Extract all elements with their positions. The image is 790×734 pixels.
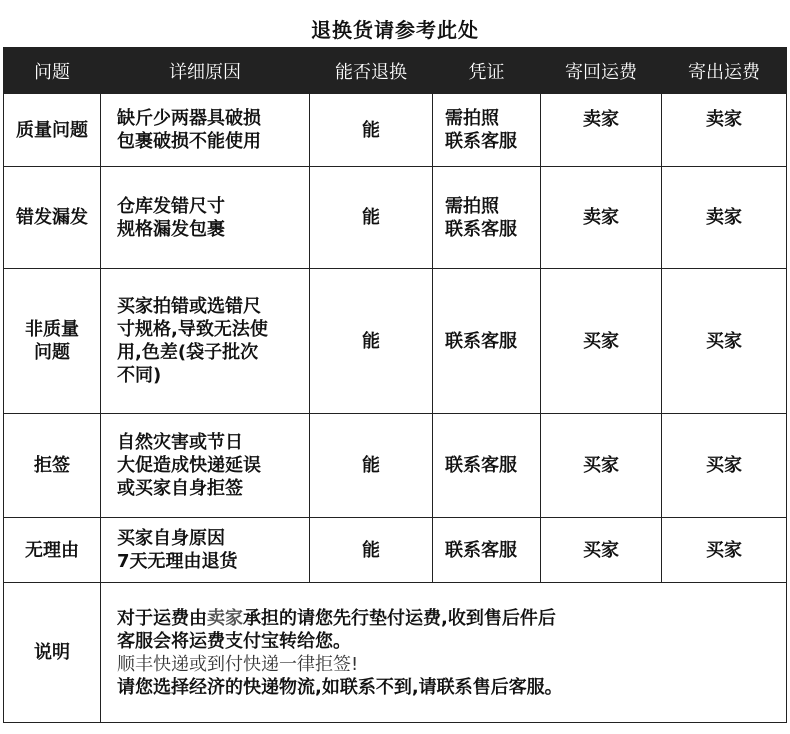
detail-line: 仓库发错尺寸 (117, 195, 225, 217)
detail-line: 用,色差(袋子批次 (117, 342, 259, 363)
detail-cell (101, 269, 310, 414)
col-header-return-shipping: 寄回运费 (541, 48, 662, 94)
detail-line: 买家拍错或选错尺 (117, 296, 261, 317)
outbound-shipping-cell: 买家 (662, 518, 787, 583)
proof-cell (433, 414, 541, 518)
detail-line: 大促造成快递延误 (117, 455, 261, 476)
returnable-cell: 能 (310, 167, 433, 269)
issue-cell (4, 518, 101, 583)
issue-text: 质量问题 (16, 119, 88, 141)
proof-line: 联系客服 (445, 330, 517, 352)
note-line-2: 客服会将运费支付宝转给您。 (117, 630, 351, 652)
notes-label-cell (4, 583, 101, 723)
issue-cell (4, 167, 101, 269)
proof-cell (433, 94, 541, 167)
proof-cell (433, 269, 541, 414)
proof-line: 需拍照 (445, 108, 499, 129)
issue-text: 拒签 (34, 455, 70, 476)
issue-text: 问题 (34, 342, 70, 363)
detail-line: 不同) (117, 365, 162, 386)
col-header-returnable: 能否退换 (310, 48, 433, 94)
col-header-detail: 详细原因 (101, 48, 310, 94)
detail-cell (101, 518, 310, 583)
note-line-3: 顺丰快递或到付快递一律拒签! (117, 653, 359, 675)
returnable-cell: 能 (310, 94, 433, 167)
proof-line: 联系客服 (445, 131, 517, 152)
return-shipping-cell: 卖家 (541, 167, 662, 269)
return-shipping-cell: 卖家 (541, 94, 662, 167)
notes-row (4, 583, 787, 723)
table-row (4, 414, 787, 518)
table-row (4, 518, 787, 583)
returnable-cell: 能 (310, 414, 433, 518)
detail-line: 缺斤少两器具破损 (117, 108, 261, 129)
issue-cell (4, 269, 101, 414)
return-shipping-cell: 买家 (541, 414, 662, 518)
outbound-shipping-cell: 卖家 (662, 94, 787, 167)
returnable-cell: 能 (310, 269, 433, 414)
detail-line: 规格漏发包裹 (117, 218, 225, 240)
page-title: 退换货请参考此处 (311, 18, 479, 42)
table-header-row (4, 48, 787, 94)
col-header-issue: 问题 (4, 48, 101, 94)
note-line-1-start: 对于运费由 (117, 607, 207, 629)
proof-line: 需拍照 (445, 195, 499, 217)
table-row (4, 167, 787, 269)
issue-cell (4, 414, 101, 518)
detail-line: 买家自身原因 (117, 528, 225, 549)
issue-text: 非质量 (25, 319, 79, 340)
table-row (4, 94, 787, 167)
detail-cell (101, 414, 310, 518)
detail-line: 7天无理由退货 (117, 551, 238, 572)
note-seller-highlight: 卖家 (207, 607, 243, 629)
col-header-proof: 凭证 (433, 48, 541, 94)
note-line-1-end: 承担的请您先行垫付运费,收到售后件后 (243, 607, 556, 629)
note-line-1 (117, 607, 778, 630)
returnable-cell: 能 (310, 518, 433, 583)
outbound-shipping-cell: 买家 (662, 269, 787, 414)
detail-cell (101, 167, 310, 269)
issue-text: 无理由 (25, 539, 79, 561)
detail-line: 自然灾害或节日 (117, 432, 243, 453)
detail-line: 寸规格,导致无法使 (117, 319, 268, 340)
notes-cell (101, 583, 787, 723)
proof-cell (433, 167, 541, 269)
proof-line: 联系客服 (445, 455, 517, 476)
proof-line: 联系客服 (445, 539, 517, 561)
proof-line: 联系客服 (445, 218, 517, 240)
note-line-4: 请您选择经济的快递物流,如联系不到,请联系售后客服。 (117, 676, 563, 698)
detail-cell (101, 94, 310, 167)
outbound-shipping-cell: 买家 (662, 414, 787, 518)
return-policy-table (3, 47, 787, 723)
proof-cell (433, 518, 541, 583)
detail-line: 包裹破损不能使用 (117, 131, 261, 152)
return-shipping-cell: 买家 (541, 269, 662, 414)
col-header-outbound-shipping: 寄出运费 (662, 48, 787, 94)
return-shipping-cell: 买家 (541, 518, 662, 583)
issue-text: 错发漏发 (16, 207, 88, 228)
detail-line: 或买家自身拒签 (117, 478, 243, 499)
table-row (4, 269, 787, 414)
notes-label: 说明 (34, 642, 70, 663)
outbound-shipping-cell: 卖家 (662, 167, 787, 269)
issue-cell (4, 94, 101, 167)
